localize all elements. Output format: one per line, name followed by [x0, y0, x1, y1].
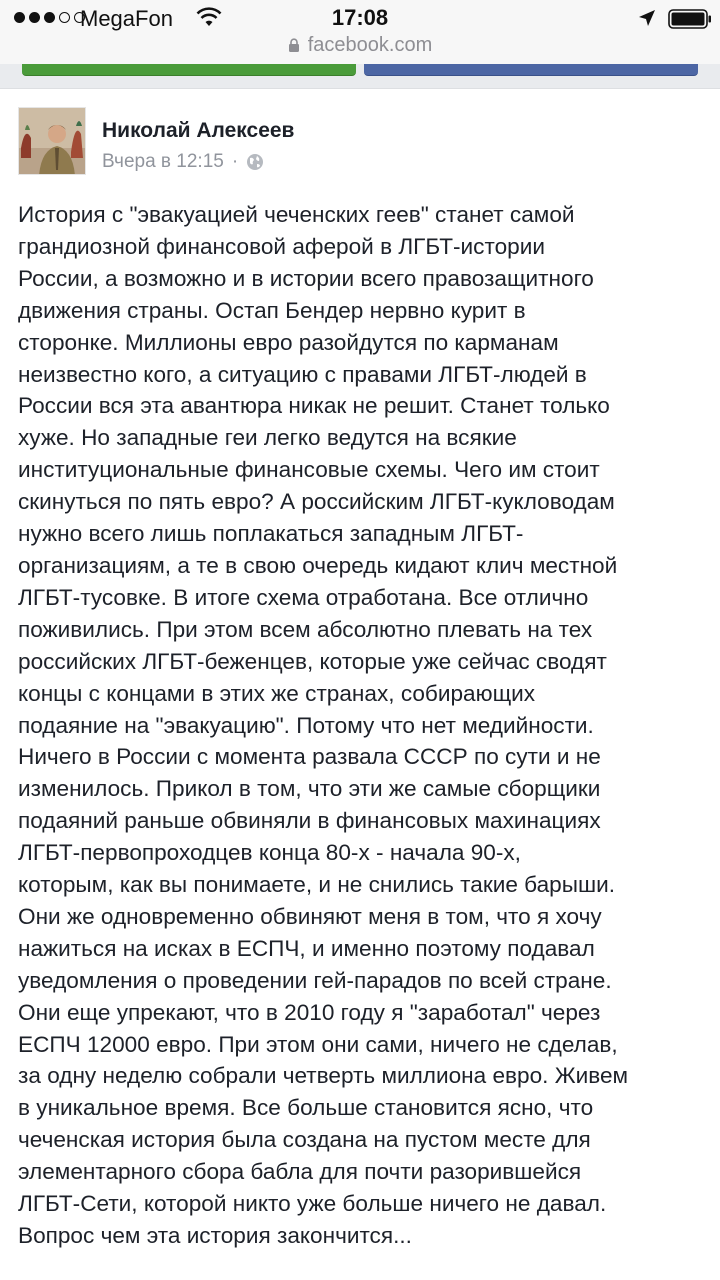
globe-icon	[246, 153, 264, 171]
post-line: скинуться по пять евро? А российским ЛГБТ-кукловодам	[18, 489, 615, 515]
post-card	[0, 88, 720, 1280]
post-line: элементарного сбора бабла для почти разорившейся	[18, 1159, 582, 1185]
post-line: которым, как вы понимаете, и не снились такие барыши.	[18, 872, 616, 898]
post-line: неизвестно кого, а ситуацию с правами ЛГБТ-людей в	[18, 361, 587, 387]
meta-separator: ·	[231, 151, 239, 172]
status-bar	[0, 0, 720, 36]
post-line: нужно всего лишь поплакаться западным ЛГБТ-	[18, 521, 524, 547]
post-line: Они еще упрекают, что в 2010 году я "заработал" через	[18, 999, 601, 1025]
post-author-name[interactable]: Николай Алексеев	[102, 119, 295, 142]
post-line: России, а возможно и в истории всего правозащитного	[18, 265, 594, 291]
battery-icon	[668, 9, 712, 29]
post-line: в уникальное время. Все больше становится ясно, что	[18, 1095, 594, 1121]
post-line: грандиозной финансовой аферой в ЛГБТ-истории	[18, 233, 545, 259]
post-timestamp[interactable]: Вчера в 12:15	[102, 151, 224, 172]
url-text: facebook.com	[307, 34, 433, 56]
post-line: подаяние на "эвакуацию". Потому что нет медийности.	[18, 712, 594, 738]
post-line: России вся эта авантюра никак не решит. Станет только	[18, 393, 610, 419]
blue-action-button[interactable]	[364, 64, 698, 76]
post-line: ЛГБТ-первопроходцев конца 80-х - начала 90-х,	[18, 840, 521, 866]
location-arrow-icon	[638, 9, 656, 27]
post-line: Вопрос чем эта история закончится...	[18, 1223, 412, 1248]
avatar[interactable]	[18, 107, 86, 175]
post-line: российских ЛГБТ-беженцев, которые уже сейчас сводят	[18, 648, 607, 674]
post-meta	[102, 151, 264, 173]
post-body	[18, 199, 708, 1252]
lock-icon	[288, 38, 300, 53]
action-buttons-strip	[0, 64, 720, 78]
post-line: поживились. При этом всем абсолютно плевать на тех	[18, 616, 593, 642]
green-action-button[interactable]	[22, 64, 356, 76]
avatar-photo-icon	[19, 108, 86, 175]
post-line: подаяний раньше обвиняли в финансовых махинациях	[18, 808, 601, 834]
browser-chrome	[0, 0, 720, 64]
post-line: изменилось. Прикол в том, что эти же самые сборщики	[18, 776, 601, 802]
status-time: 17:08	[331, 5, 389, 30]
address-bar[interactable]	[0, 34, 720, 60]
post-line: движения страны. Остап Бендер нервно курит в	[18, 297, 526, 323]
post-line: Ничего в России с момента развала СССР по сути и не	[18, 744, 601, 770]
post-line: организациям, а те в свою очередь кидают клич местной	[18, 552, 618, 578]
post-line: История с "эвакуацией чеченских геев" станет самой	[18, 202, 575, 227]
post-line: сторонке. Миллионы евро разойдутся по карманам	[18, 329, 559, 355]
post-line: ЛГБТ-Сети, которой никто уже больше ничего не давал.	[18, 1191, 607, 1217]
post-line: чеченская история была создана на пустом месте для	[18, 1127, 591, 1153]
post-line: уведомления о проведении гей-парадов по всей стране.	[18, 967, 612, 993]
post-line: ЕСПЧ 12000 евро. При этом они сами, ничего не сделав,	[18, 1031, 618, 1057]
post-line: нажиться на исках в ЕСПЧ, и именно поэтому подавал	[18, 935, 595, 961]
post-line: концы с концами в этих же странах, собирающих	[18, 680, 536, 706]
post-line: Они же одновременно обвиняют меня в том, что я хочу	[18, 903, 602, 929]
carrier-name: MegaFon	[80, 6, 173, 31]
post-line: ЛГБТ-тусовке. В итоге схема отработана. Все отлично	[18, 584, 589, 610]
post-line: за одну неделю собрали четверть миллиона евро. Живем	[18, 1063, 629, 1089]
post-line: институциональные финансовые схемы. Чего им стоит	[18, 457, 600, 483]
post-line: хуже. Но западные геи легко ведутся на всякие	[18, 425, 517, 451]
